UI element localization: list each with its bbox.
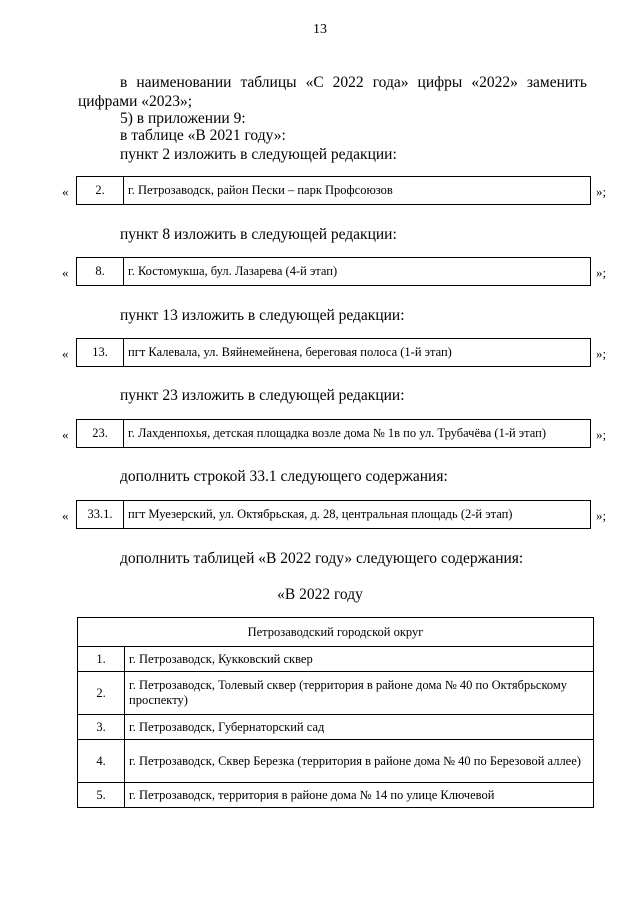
locations-table: [77, 617, 594, 808]
replacement-row: [76, 419, 591, 448]
row-number: 8.: [77, 258, 124, 285]
intro-line-2: цифрами «2023»;: [78, 93, 193, 110]
close-quote: »;: [596, 184, 607, 199]
intro-line-4: в таблице «В 2021 году»:: [120, 127, 286, 144]
replacement-row: [76, 176, 591, 205]
row-number: 23.: [77, 420, 124, 447]
row-text: пгт Калевала, ул. Вяйнемейнена, береговая полоса (1-й этап): [128, 345, 452, 359]
row-number: 5.: [78, 783, 125, 808]
table-header: Петрозаводский городской округ: [78, 618, 594, 647]
section-heading: пункт 8 изложить в следующей редакции:: [120, 226, 397, 243]
row-number: 1.: [78, 647, 125, 672]
table-row: [78, 740, 594, 783]
replacement-row: [76, 257, 591, 286]
close-quote: »;: [596, 265, 607, 280]
intro-line-3: 5) в приложении 9:: [120, 110, 246, 127]
table-row: [78, 647, 594, 672]
row-number: 2.: [77, 177, 124, 204]
row-number: 2.: [78, 672, 125, 715]
intro-line-1: в наименовании таблицы «С 2022 года» цифры «2022» заменить: [120, 74, 587, 91]
close-quote: »;: [596, 508, 607, 523]
page-number: 13: [313, 22, 327, 37]
row-text: г. Петрозаводск, Толевый сквер (территория в районе дома № 40 по Октябрьскому проспекту): [125, 672, 594, 715]
section-heading: пункт 2 изложить в следующей редакции:: [120, 146, 397, 163]
row-number: 33.1.: [77, 501, 124, 528]
replacement-row: [76, 500, 591, 529]
row-text: г. Лахденпохья, детская площадка возле дома № 1в по ул. Трубачёва (1-й этап): [128, 426, 547, 440]
row-text: г. Костомукша, бул. Лазарева (4-й этап): [128, 264, 338, 278]
table-row: [78, 715, 594, 740]
close-quote: »;: [596, 427, 607, 442]
table-header-row: [78, 618, 594, 647]
section-heading: дополнить строкой 33.1 следующего содержания:: [120, 468, 448, 485]
add-table-heading: дополнить таблицей «В 2022 году» следующего содержания:: [120, 550, 524, 567]
row-text: г. Петрозаводск, район Пески – парк Профсоюзов: [128, 183, 393, 197]
row-text: пгт Муезерский, ул. Октябрьская, д. 28, центральная площадь (2-й этап): [128, 507, 513, 521]
row-number: 4.: [78, 740, 125, 783]
table-row: [78, 672, 594, 715]
replacement-row: [76, 338, 591, 367]
row-text: г. Петрозаводск, территория в районе дома № 14 по улице Ключевой: [125, 783, 594, 808]
row-text: г. Петрозаводск, Губернаторский сад: [125, 715, 594, 740]
close-quote: »;: [596, 346, 607, 361]
row-text: г. Петрозаводск, Кукковский сквер: [125, 647, 594, 672]
open-quote: «: [62, 427, 69, 442]
row-number: 13.: [77, 339, 124, 366]
open-quote: «: [62, 346, 69, 361]
table-row: [78, 783, 594, 808]
open-quote: «: [62, 508, 69, 523]
table-title: «В 2022 году: [277, 586, 363, 603]
open-quote: «: [62, 265, 69, 280]
section-heading: пункт 13 изложить в следующей редакции:: [120, 307, 405, 324]
row-number: 3.: [78, 715, 125, 740]
section-heading: пункт 23 изложить в следующей редакции:: [120, 387, 405, 404]
row-text: г. Петрозаводск, Сквер Березка (территория в районе дома № 40 по Березовой аллее): [125, 740, 594, 783]
open-quote: «: [62, 184, 69, 199]
